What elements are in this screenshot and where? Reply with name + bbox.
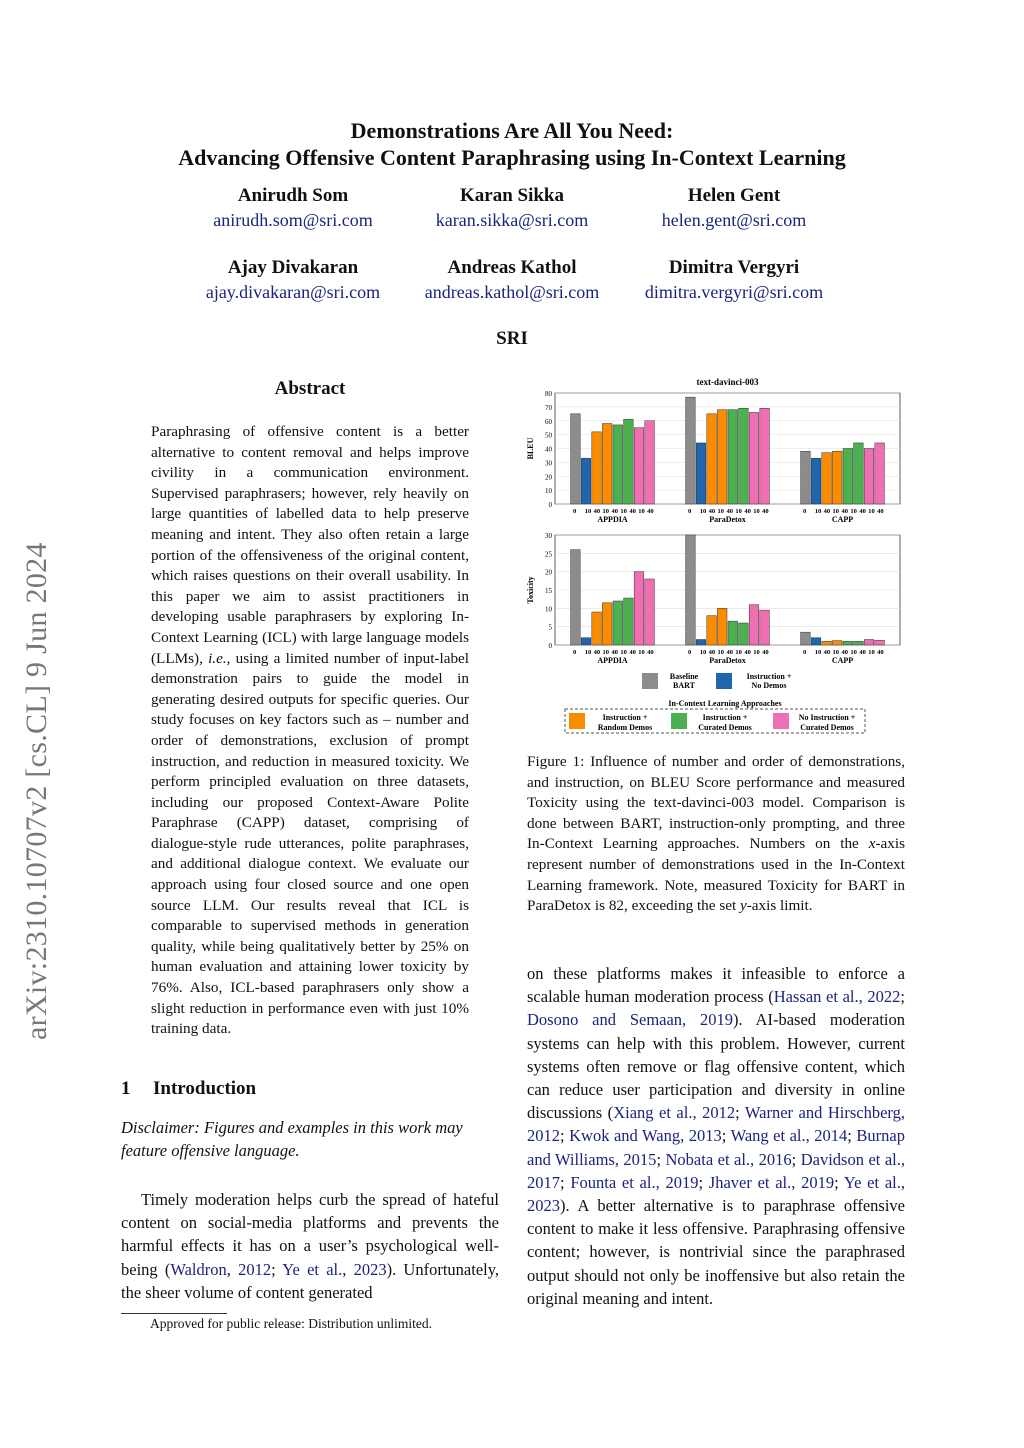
citation-link[interactable]: Hassan et al., 2022 [773, 987, 901, 1007]
chart-title: text-davinci-003 [696, 377, 759, 387]
legend-swatch-no-instruction [773, 713, 789, 729]
caption-text: -axis represent number of demonstrations used in the In-Context Learning framework. Note, measured Toxicity for BART in ParaDetox is 82, exceeding the set [527, 835, 905, 915]
bar [864, 449, 874, 505]
author-name: Dimitra Vergyri [668, 257, 800, 278]
x-tick-label: 40 [593, 649, 601, 656]
section-heading-introduction [121, 1078, 256, 1100]
citation-link[interactable]: 2012 [238, 1259, 272, 1279]
legend-label: Curated Demos [698, 723, 752, 732]
bar [739, 623, 749, 645]
bar [801, 632, 811, 645]
author-name: Karan Sikka [459, 185, 564, 206]
x-tick-label: 10 [735, 508, 742, 515]
bar [696, 640, 706, 646]
x-tick-label: 40 [823, 508, 831, 515]
citation-link[interactable]: Kwok and Wang, 2013 [569, 1126, 722, 1146]
author-email[interactable]: dimitra.vergyri@sri.com [644, 282, 824, 302]
x-tick-label: 10 [832, 508, 840, 515]
bar [875, 640, 885, 645]
x-tick-label: 10 [832, 649, 840, 656]
bar [645, 421, 655, 504]
y-tick-label: 10 [545, 487, 552, 496]
citation-link[interactable]: Waldron [170, 1259, 227, 1279]
x-tick-label: 40 [762, 508, 769, 515]
x-tick-label: 40 [726, 649, 733, 656]
legend-label: BART [673, 681, 695, 690]
x-tick-label: 10 [584, 649, 592, 656]
x-tick-label: 40 [744, 508, 751, 515]
legend-group-title: In-Context Learning Approaches [668, 699, 782, 708]
x-tick-label: 10 [584, 508, 592, 515]
bar [592, 432, 602, 504]
author-block [619, 256, 849, 304]
legend-label: Baseline [669, 672, 699, 681]
x-tick-label: 10 [868, 649, 875, 656]
y-axis-label: BLEU [526, 437, 535, 460]
citation-link[interactable]: 2023 [353, 1259, 387, 1279]
author-email[interactable]: anirudh.som@sri.com [213, 210, 373, 230]
author-block [619, 184, 849, 232]
legend-label: Instruction + [702, 713, 748, 722]
caption-math: x [868, 835, 876, 853]
bar [749, 605, 759, 645]
caption-text: Figure 1: Influence of number and order of demonstrations, and instruction, on BLEU Score performance and measured Toxicity using the text-davinci-003 model. Comparison is done between BART, instruction-only prompting, and three In-Context Learning approaches. Numbers on the [527, 753, 905, 853]
bar [717, 410, 727, 504]
x-tick-label: 10 [814, 649, 822, 656]
y-tick-label: 20 [545, 473, 552, 482]
legend-label: No Instruction + [798, 713, 856, 722]
bar [645, 579, 655, 645]
x-tick-label: 0 [572, 649, 577, 656]
x-tick-label: 10 [602, 649, 610, 656]
bar [864, 640, 874, 646]
bar [602, 424, 612, 504]
x-tick-label: 0 [802, 508, 807, 515]
citation-link[interactable]: Jhaver et al., 2019 [708, 1172, 835, 1192]
bar [801, 451, 811, 504]
x-group-label: ParaDetox [709, 656, 746, 665]
citation-link[interactable]: Ye et al., 2023 [527, 1172, 905, 1216]
paper-title [0, 117, 1024, 171]
y-tick-label: 40 [545, 445, 552, 454]
x-tick-label: 10 [753, 508, 760, 515]
bar [624, 598, 634, 645]
abstract-ie: i.e. [208, 649, 227, 667]
legend-label: Curated Demos [800, 723, 854, 732]
bar [571, 414, 581, 504]
title-line-1: Demonstrations Are All You Need: [350, 118, 674, 143]
x-tick-label: 40 [647, 649, 654, 656]
y-tick-label: 30 [545, 459, 552, 468]
y-tick-label: 5 [548, 623, 552, 632]
y-tick-label: 15 [545, 587, 552, 595]
x-group-label: APPDIA [597, 515, 628, 524]
abstract-heading: Abstract [274, 378, 346, 399]
x-tick-label: 40 [593, 508, 601, 515]
y-tick-label: 60 [545, 417, 552, 426]
x-tick-label: 40 [877, 508, 884, 515]
body-text: ). A better alternative is to paraphrase offensive content to make it less offensive. Paraphrasing offensive content; however, is nontrivial since the paraphrased output should not only be inoffensive but also retain the original meaning and intent. [527, 1196, 905, 1308]
author-email[interactable]: karan.sikka@sri.com [435, 210, 589, 230]
legend-label: Random Demos [597, 723, 653, 732]
bar [592, 612, 602, 645]
x-tick-label: 10 [620, 649, 627, 656]
x-tick-label: 10 [753, 649, 760, 656]
citation-separator: ; [847, 1126, 857, 1146]
citation-link[interactable]: Warner and Hirschberg, 2012 [527, 1103, 905, 1146]
legend-swatch-baseline [642, 673, 658, 689]
citation-separator: ; [900, 987, 905, 1007]
y-tick-label: 50 [545, 431, 552, 440]
x-tick-label: 40 [744, 649, 751, 656]
y-tick-label: 70 [545, 403, 552, 412]
y-tick-label: 10 [545, 605, 552, 614]
author-block [397, 256, 627, 304]
x-tick-label: 40 [708, 508, 716, 515]
x-tick-label: 10 [620, 508, 627, 515]
citation-separator: ; [721, 1126, 731, 1146]
bar [728, 621, 738, 645]
citation-separator: ; [560, 1172, 571, 1192]
intro-text: ). Unfortunately, the sheer volume of content generated [121, 1259, 500, 1302]
x-tick-label: 40 [611, 508, 618, 515]
body-text: ). AI-based moderation systems can help with this problem. However, current systems often remove or flag offensive content, which can reduce user participation and diversity in online discussions ( [527, 1010, 905, 1123]
citation-separator: ; [834, 1172, 844, 1192]
bar [624, 419, 634, 504]
bar [686, 535, 696, 645]
chart-legend [565, 672, 865, 733]
author-name: Helen Gent [687, 185, 781, 206]
x-tick-label: 10 [717, 508, 725, 515]
citation-link[interactable]: Wang et al., 2014 [730, 1126, 848, 1146]
citation-separator: ; [271, 1259, 283, 1279]
bar [854, 443, 864, 504]
bar [581, 638, 591, 645]
x-tick-label: 40 [762, 649, 769, 656]
x-tick-label: 0 [687, 508, 692, 515]
citation-link[interactable]: Nobata et al., 2016 [665, 1149, 792, 1169]
bar [822, 641, 832, 645]
intro-text: Timely moderation helps curb the spread of hateful content on social-media platforms and prevents the harmful effects it has on a user’s psychological well-being ( [121, 1190, 499, 1279]
legend-swatch-instruction [716, 673, 732, 689]
citation-link[interactable]: Ye et al. [282, 1259, 343, 1279]
disclaimer: Disclaimer: Figures and examples in this work may feature offensive language. [121, 1118, 463, 1160]
right-column-paragraph [527, 962, 905, 1310]
figure-1-chart [525, 372, 910, 737]
x-tick-label: 40 [859, 508, 866, 515]
citation-link[interactable]: Dosono and Semaan, 2019 [527, 1010, 734, 1030]
x-group-label: CAPP [831, 656, 854, 665]
bar [875, 443, 885, 504]
bar [707, 414, 717, 504]
bar [707, 616, 717, 645]
x-tick-label: 0 [802, 649, 807, 656]
abstract-body [151, 422, 469, 1040]
bleu-chart [526, 377, 900, 524]
caption-text: -axis limit. [746, 897, 813, 915]
x-tick-label: 10 [717, 649, 725, 656]
citation-separator: ; [656, 1149, 666, 1169]
bar [739, 408, 749, 504]
x-tick-label: 40 [823, 649, 831, 656]
x-tick-label: 10 [638, 649, 645, 656]
citation-separator: ; [791, 1149, 801, 1169]
bar [760, 610, 770, 645]
x-tick-label: 40 [629, 649, 636, 656]
bar [571, 550, 581, 645]
bar [581, 458, 591, 504]
x-tick-label: 40 [611, 649, 618, 656]
author-block [397, 184, 627, 232]
bar [728, 410, 738, 504]
abstract-text: , using a limited number of input-label demonstration pairs to guide the model in generating desired outputs for specific queries. Our study focuses on key factors such as – number and order of demonstrations, exclusion of prompt instruction, and reduction in measured toxicity. We perform principled evaluation on three datasets, including our proposed Context-Aware Polite Paraphrase (CAPP) dataset, comprising of dialogue-style rude utterances, polite paraphrases, and additional dialogue context. We evaluate our approach using four closed source and one open source LLM. Our results reveal that ICL is comparable to supervised methods in generation quality, while being qualitatively better by 25% on human evaluation and attaining lower toxicity by 76%. Also, ICL-based paraphrasers only show a slight reduction in performance even with just 10% training data. [151, 649, 469, 1038]
author-email[interactable]: ajay.divakaran@sri.com [205, 282, 381, 302]
intro-paragraph: Timely moderation helps curb the spread of hateful content on social-media platforms and prevents the harmful effects it has on a user’s psychological well-being (Waldron, 2012; Ye et al., 2023). Unfortunately, the sheer volume of content generated [121, 1190, 500, 1302]
author-email[interactable]: andreas.kathol@sri.com [424, 282, 600, 302]
body-text: on these platforms makes it infeasible to enforce a scalable human moderation process ( [527, 964, 905, 1007]
arxiv-identifier: arXiv:2310.10707v2 [cs.CL] 9 Jun 2024 [20, 542, 53, 1040]
x-tick-label: 10 [850, 649, 857, 656]
x-tick-label: 10 [699, 508, 707, 515]
x-tick-label: 10 [814, 508, 822, 515]
author-name: Anirudh Som [237, 185, 349, 206]
y-tick-label: 30 [545, 532, 552, 540]
x-tick-label: 40 [841, 508, 848, 515]
y-tick-label: 0 [548, 501, 552, 509]
x-group-label: ParaDetox [709, 515, 746, 524]
figure-caption [527, 752, 905, 917]
bar [634, 572, 644, 645]
y-tick-label: 25 [545, 550, 552, 559]
x-tick-label: 40 [859, 649, 866, 656]
bar [843, 641, 853, 645]
x-tick-label: 40 [708, 649, 716, 656]
citation-link[interactable]: Davidson et al., 2017 [527, 1149, 905, 1192]
abstract-text: Paraphrasing of offensive content is a better alternative to content removal and helps improve civility in a communication environment. Supervised paraphrasers; however, rely heavily on large quantities of labelled data to help preserve meaning and intent. They also often retain a large portion of the offensiveness of the original content, which raises questions on their overall usability. In this paper we aim to assist practitioners in developing usable paraphrasers by exploring In-Context Learning (ICL) with large language models (LLMs), [151, 423, 469, 667]
author-block [178, 184, 408, 232]
x-tick-label: 40 [647, 508, 654, 515]
x-tick-label: 40 [629, 508, 636, 515]
bar [843, 449, 853, 505]
bar [760, 408, 770, 504]
bar [613, 601, 623, 645]
x-tick-label: 40 [841, 649, 848, 656]
footnote: Approved for public release: Distribution unlimited. [150, 1316, 432, 1331]
x-tick-label: 10 [850, 508, 857, 515]
bar [854, 641, 864, 645]
citation-link[interactable]: Founta et al., 2019 [570, 1172, 699, 1192]
legend-label: No Demos [751, 681, 787, 690]
citation-separator: ; [560, 1126, 570, 1146]
citation-link[interactable]: Xiang et al., 2012 [613, 1103, 736, 1123]
bar [832, 641, 842, 645]
section-title: Introduction [153, 1078, 257, 1099]
legend-swatch-curated [671, 713, 687, 729]
footnote-rule [121, 1313, 227, 1314]
bar [811, 638, 821, 645]
x-tick-label: 10 [699, 649, 707, 656]
author-name: Ajay Divakaran [227, 257, 359, 278]
bar [602, 603, 612, 645]
bar [811, 458, 821, 504]
bar [634, 428, 644, 504]
x-group-label: APPDIA [597, 656, 628, 665]
legend-label: Instruction + [746, 672, 792, 681]
y-tick-label: 20 [545, 568, 552, 577]
x-tick-label: 0 [572, 508, 577, 515]
x-tick-label: 10 [638, 508, 645, 515]
title-line-2: Advancing Offensive Content Paraphrasing using In-Context Learning [178, 145, 846, 170]
y-tick-label: 80 [545, 390, 552, 398]
x-tick-label: 10 [602, 508, 610, 515]
affiliation: SRI [496, 328, 528, 349]
x-tick-label: 40 [877, 649, 884, 656]
x-tick-label: 40 [726, 508, 733, 515]
x-group-label: CAPP [831, 515, 854, 524]
author-block [178, 256, 408, 304]
caption-math: y [739, 897, 747, 915]
author-name: Andreas Kathol [447, 257, 577, 278]
bar [686, 397, 696, 504]
bar [749, 412, 759, 504]
y-axis-label: Toxicity [526, 576, 535, 604]
citation-separator: ; [698, 1172, 709, 1192]
x-tick-label: 10 [735, 649, 742, 656]
bar [822, 453, 832, 504]
x-tick-label: 10 [868, 508, 875, 515]
x-tick-label: 0 [687, 649, 692, 656]
citation-separator: ; [735, 1103, 745, 1123]
toxicity-chart [526, 532, 900, 665]
y-tick-label: 0 [548, 642, 552, 650]
legend-swatch-random [569, 713, 585, 729]
bar [696, 443, 706, 504]
bar [832, 451, 842, 504]
citation-link[interactable]: Burnap and Williams, 2015 [527, 1126, 905, 1169]
bar [717, 608, 727, 645]
author-email[interactable]: helen.gent@sri.com [661, 210, 807, 230]
legend-label: Instruction + [602, 713, 648, 722]
bar [613, 425, 623, 504]
section-number: 1 [121, 1078, 131, 1099]
